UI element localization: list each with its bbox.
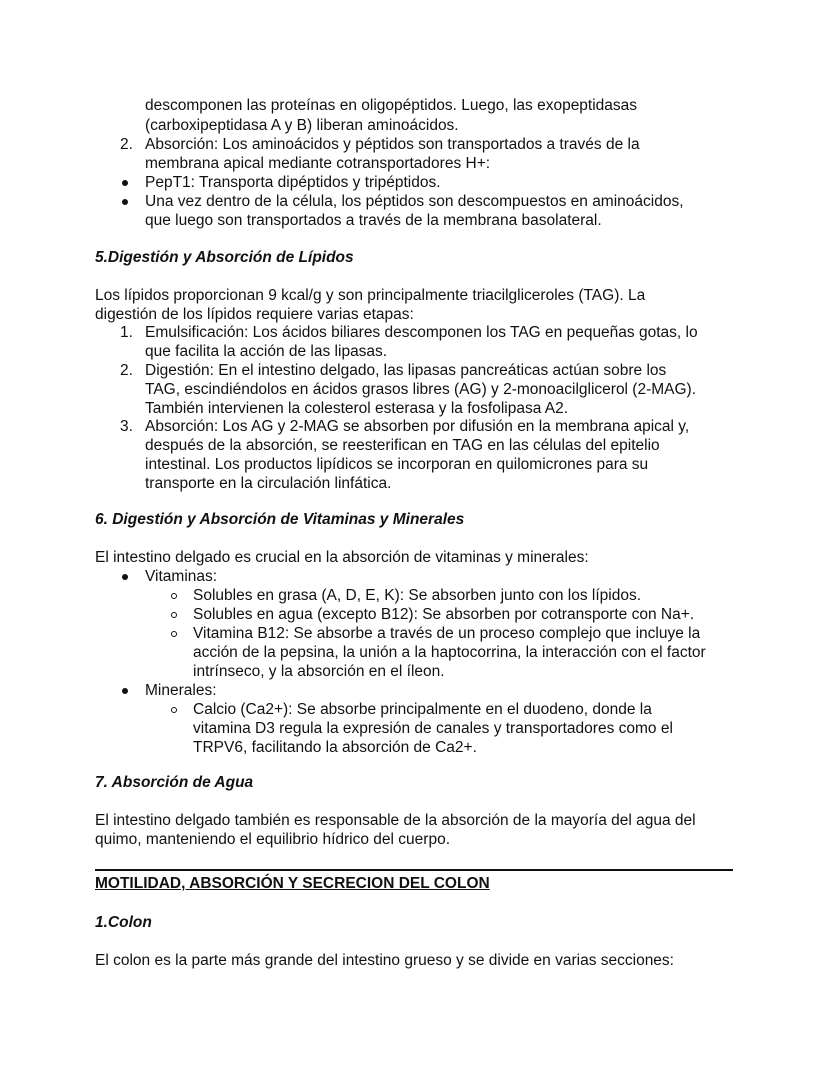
sub-bullet-icon: [171, 593, 177, 599]
text-line: Solubles en grasa (A, D, E, K): Se absorben junto con los lípidos.: [193, 587, 642, 604]
text-line: Vitamina B12: Se absorbe a través de un proceso complejo que incluye la: [193, 625, 701, 642]
text-line: PepT1: Transporta dipéptidos y tripéptidos.: [145, 174, 441, 191]
section-heading: 5.Digestión y Absorción de Lípidos: [95, 249, 354, 266]
sub-bullet-icon: [171, 707, 177, 713]
text-line: transporte en la circulación linfática.: [145, 475, 392, 492]
section-heading: 6. Digestión y Absorción de Vitaminas y Minerales: [95, 511, 465, 528]
text-line: Calcio (Ca2+): Se absorbe principalmente en el duodeno, donde la: [193, 701, 652, 718]
section-heading: 1.Colon: [95, 914, 152, 931]
text-line: Solubles en agua (excepto B12): Se absorben por cotransporte con Na+.: [193, 606, 695, 623]
chapter-title: MOTILIDAD, ABSORCIÓN Y SECRECION DEL COLON: [95, 875, 490, 892]
list-label: Minerales:: [145, 682, 217, 699]
text-line: TAG, escindiéndolos en ácidos grasos libres (AG) y 2-monoacilglicerol (2-MAG).: [145, 381, 697, 398]
text-line: Absorción: Los AG y 2-MAG se absorben por difusión en la membrana apical y,: [145, 418, 690, 435]
text-line: acción de la pepsina, la unión a la haptocorrina, la interacción con el factor: [193, 644, 706, 661]
text-line: Absorción: Los aminoácidos y péptidos son transportados a través de la: [145, 136, 640, 153]
text-line: que facilita la acción de las lipasas.: [145, 343, 388, 360]
text-line: descomponen las proteínas en oligopéptidos. Luego, las exopeptidasas: [145, 97, 638, 114]
text-line: Emulsificación: Los ácidos biliares descomponen los TAG en pequeñas gotas, lo: [145, 324, 698, 341]
text-line: que luego son transportados a través de la membrana basolateral.: [145, 212, 602, 229]
text-line: Los lípidos proporcionan 9 kcal/g y son principalmente triacilgliceroles (TAG). La: [95, 287, 646, 304]
text-line: Una vez dentro de la célula, los péptidos son descompuestos en aminoácidos,: [145, 193, 684, 210]
text-line: El intestino delgado también es responsable de la absorción de la mayoría del agua del: [95, 812, 696, 829]
list-number: 2.: [120, 362, 133, 379]
text-line: intrínseco, y la absorción en el íleon.: [193, 663, 445, 680]
text-line: Digestión: En el intestino delgado, las lipasas pancreáticas actúan sobre los: [145, 362, 667, 379]
text-line: El intestino delgado es crucial en la absorción de vitaminas y minerales:: [95, 549, 589, 566]
text-line: También intervienen la colesterol esterasa y la fosfolipasa A2.: [145, 400, 569, 417]
bullet-icon: [122, 574, 128, 580]
section-heading: 7. Absorción de Agua: [95, 774, 254, 791]
horizontal-rule: [95, 869, 733, 871]
text-line: membrana apical mediante cotransportadores H+:: [145, 155, 491, 172]
text-line: El colon es la parte más grande del intestino grueso y se divide en varias secciones:: [95, 952, 674, 969]
text-line: TRPV6, facilitando la absorción de Ca2+.: [193, 739, 477, 756]
text-line: después de la absorción, se reesterifican en TAG en las células del epitelio: [145, 437, 660, 454]
sub-bullet-icon: [171, 631, 177, 637]
bullet-icon: [122, 180, 128, 186]
bullet-icon: [122, 199, 128, 205]
text-line: digestión de los lípidos requiere varias etapas:: [95, 306, 414, 323]
bullet-icon: [122, 688, 128, 694]
list-label: Vitaminas:: [145, 568, 218, 585]
text-line: quimo, manteniendo el equilibrio hídrico del cuerpo.: [95, 831, 450, 848]
list-number: 2.: [120, 136, 133, 153]
list-number: 3.: [120, 418, 133, 435]
text-line: vitamina D3 regula la expresión de canales y transportadores como el: [193, 720, 673, 737]
text-line: (carboxipeptidasa A y B) liberan aminoácidos.: [145, 117, 459, 134]
text-line: intestinal. Los productos lipídicos se incorporan en quilomicrones para su: [145, 456, 649, 473]
sub-bullet-icon: [171, 612, 177, 618]
list-number: 1.: [120, 324, 133, 341]
